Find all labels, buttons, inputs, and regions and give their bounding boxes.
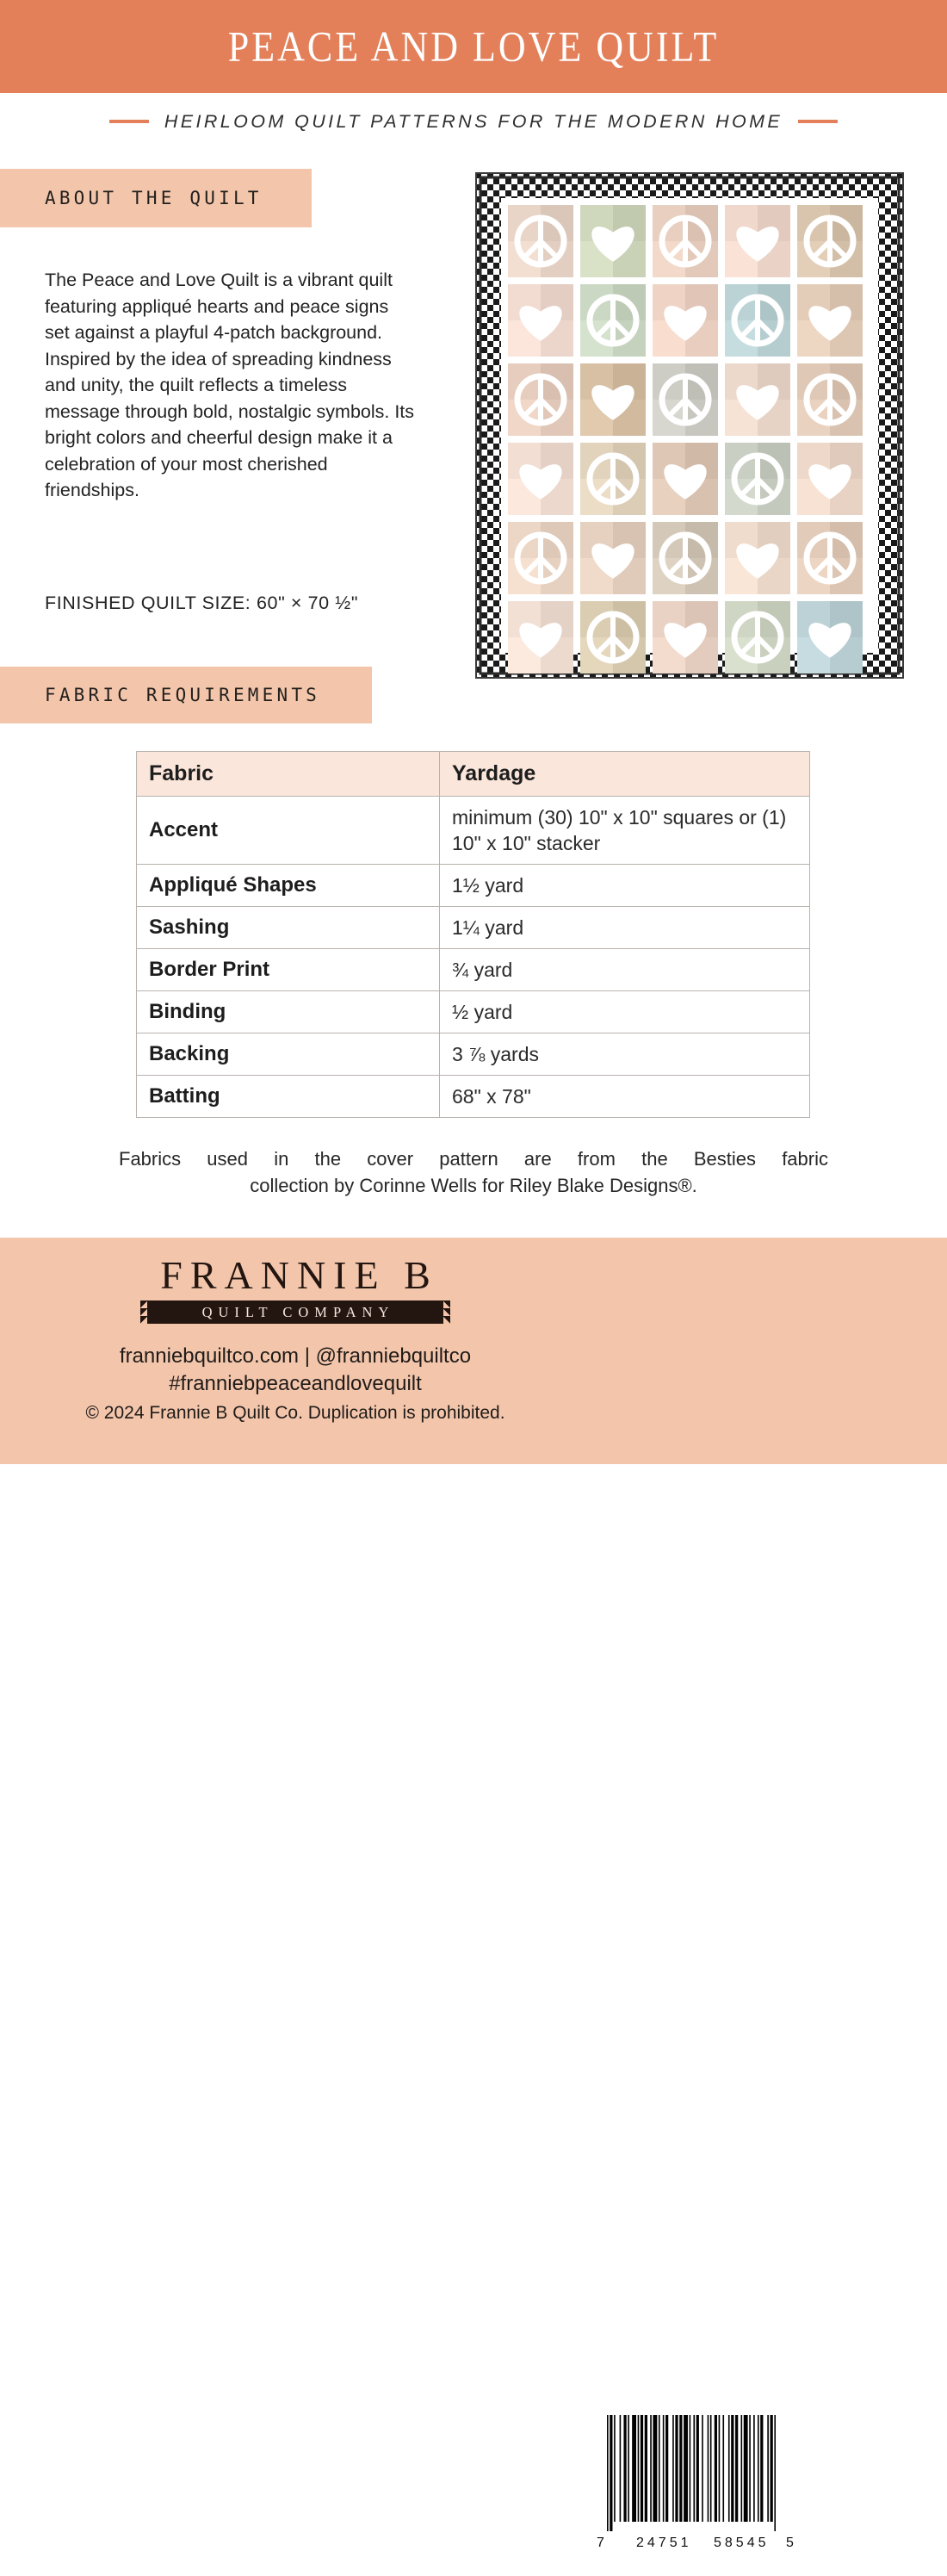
- quilt-block: [797, 363, 863, 436]
- column-header-yardage: Yardage: [440, 752, 810, 797]
- subtitle-row: [0, 93, 947, 150]
- quilt-block: [580, 284, 646, 357]
- cell-yardage-value: 1¼ yard: [440, 907, 810, 949]
- cell-yardage-value: minimum (30) 10" x 10" squares or (1) 10" x 10" stacker: [440, 797, 810, 865]
- cell-yardage-value: 1½ yard: [440, 865, 810, 907]
- quilt-block: [580, 205, 646, 277]
- fabric-section-banner: [0, 667, 372, 723]
- quilt-block: [508, 205, 573, 277]
- table-row: [137, 797, 810, 865]
- quilt-block: [653, 443, 718, 515]
- quilt-block: [653, 601, 718, 673]
- barcode-digit-end: 5: [786, 2536, 794, 2550]
- table-row: [137, 949, 810, 991]
- quilt-block: [797, 443, 863, 515]
- cell-yardage-value: 3 ⅞ yards: [440, 1034, 810, 1076]
- cell-fabric-name: Accent: [137, 797, 440, 865]
- about-body-text: The Peace and Love Quilt is a vibrant quilt featuring appliqué hearts and peace signs set against a playful 4-patch background. Inspired by the idea of spreading kindness and unity, the quilt reflects a timeless message through bold, nostalgic symbols. Its bright colors and cheerful design make it a celebration of your most cherished friendships.: [45, 270, 415, 500]
- quilt-block: [508, 443, 573, 515]
- quilt-block: [508, 284, 573, 357]
- cell-yardage-value: 68" x 78": [440, 1076, 810, 1118]
- quilt-block: [725, 601, 790, 673]
- quilt-photo: [475, 172, 904, 679]
- table-row: [137, 1034, 810, 1076]
- brand-block: [43, 1253, 548, 1424]
- footer-band: [0, 1238, 947, 2550]
- barcode-digits-left: 24751: [636, 2536, 692, 2550]
- cell-fabric-name: Sashing: [137, 907, 440, 949]
- quilt-block: [653, 284, 718, 357]
- quilt-block: [580, 363, 646, 436]
- quilt-block: [580, 601, 646, 673]
- quilt-block: [725, 284, 790, 357]
- cell-fabric-name: Border Print: [137, 949, 440, 991]
- footer-contact: [43, 1343, 548, 1398]
- quilt-block: [653, 205, 718, 277]
- quilt-block: [797, 601, 863, 673]
- quilt-block: [725, 522, 790, 594]
- quilt-block: [508, 601, 573, 673]
- quilt-illustration: [475, 172, 904, 679]
- quilt-block: [580, 522, 646, 594]
- footer-hashtag[interactable]: #franniebpeaceandlovequilt: [169, 1372, 422, 1395]
- cell-fabric-name: Appliqué Shapes: [137, 865, 440, 907]
- table-row: [137, 1076, 810, 1118]
- cell-fabric-name: Backing: [137, 1034, 440, 1076]
- quilt-block: [725, 443, 790, 515]
- table-row: [137, 991, 810, 1034]
- fabric-credit-note: [112, 1145, 835, 1199]
- quilt-block: [725, 205, 790, 277]
- subtitle-dash-right-icon: [798, 120, 838, 123]
- about-section-banner: [0, 169, 312, 227]
- barcode-digits-right: 58545: [714, 2536, 770, 2550]
- cell-fabric-name: Binding: [137, 991, 440, 1034]
- fabric-banner-label: FABRIC REQUIREMENTS: [45, 685, 321, 705]
- about-banner-label: ABOUT THE QUILT: [45, 188, 263, 208]
- brand-logo-name: FRANNIE B: [160, 1253, 438, 1297]
- quilt-block: [797, 522, 863, 594]
- cell-yardage-value: ½ yard: [440, 991, 810, 1034]
- quilt-block: [653, 363, 718, 436]
- footer-website-and-handle[interactable]: franniebquiltco.com | @franniebquiltco: [119, 1344, 472, 1368]
- fabric-credit-line-2: collection by Corinne Wells for Riley Blake Designs®.: [250, 1175, 697, 1196]
- subtitle-dash-left-icon: [109, 120, 149, 123]
- quilt-block: [725, 363, 790, 436]
- quilt-block: [797, 205, 863, 277]
- column-header-fabric: Fabric: [137, 752, 440, 797]
- fabric-requirements-table: [136, 751, 810, 1118]
- brand-logo-ribbon: [147, 1300, 443, 1324]
- barcode-bars: [607, 2415, 779, 2531]
- table-row: [137, 865, 810, 907]
- header-band: [0, 0, 947, 93]
- quilt-block: [653, 522, 718, 594]
- subtitle-text: HEIRLOOM QUILT PATTERNS FOR THE MODERN HOME: [164, 110, 783, 132]
- cell-yardage-value: ¾ yard: [440, 949, 810, 991]
- page-title: PEACE AND LOVE QUILT: [227, 22, 720, 71]
- brand-logo-ribbon-text: QUILT COMPANY: [201, 1303, 395, 1320]
- quilt-block: [580, 443, 646, 515]
- cell-fabric-name: Batting: [137, 1076, 440, 1118]
- quilt-block: [508, 522, 573, 594]
- footer-copyright: © 2024 Frannie B Quilt Co. Duplication is prohibited.: [85, 1403, 505, 1423]
- quilt-block: [508, 363, 573, 436]
- barcode-digits: [595, 2532, 794, 2554]
- barcode-digit-start: 7: [597, 2536, 604, 2550]
- barcode: [588, 2401, 797, 2576]
- fabric-credit-line-1: Fabrics used in the cover pattern are from the Besties fabric: [119, 1148, 828, 1170]
- finished-quilt-size: FINISHED QUILT SIZE: 60" × 70 ½": [45, 593, 359, 613]
- table-row: [137, 907, 810, 949]
- table-header-row: [137, 752, 810, 797]
- quilt-block: [797, 284, 863, 357]
